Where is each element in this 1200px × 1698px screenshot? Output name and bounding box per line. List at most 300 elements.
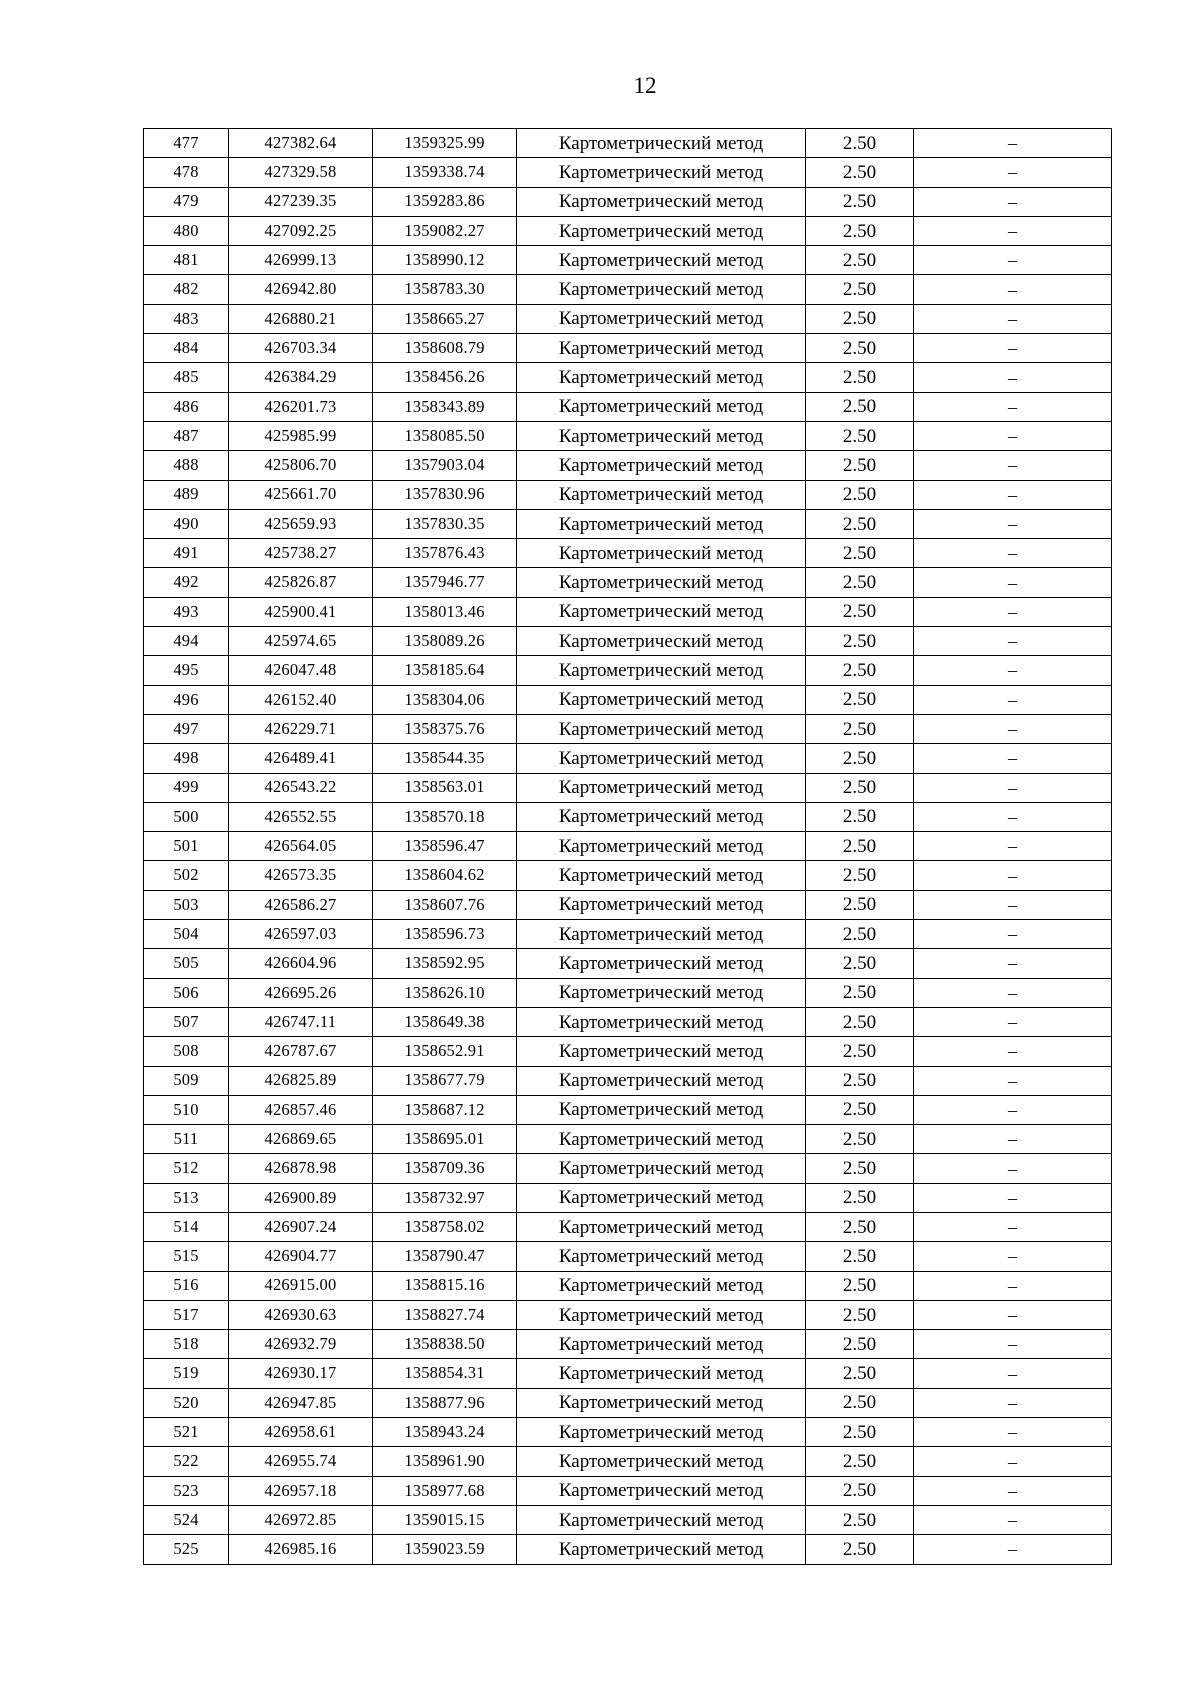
method-cell: Картометрический метод (517, 832, 806, 861)
point-number-cell: 497 (144, 714, 229, 743)
method-cell: Картометрический метод (517, 363, 806, 392)
note-cell: – (914, 1330, 1112, 1359)
point-number-cell: 508 (144, 1037, 229, 1066)
point-number-cell: 523 (144, 1476, 229, 1505)
point-number-cell: 500 (144, 802, 229, 831)
point-number-cell: 505 (144, 949, 229, 978)
accuracy-cell: 2.50 (806, 890, 914, 919)
accuracy-cell: 2.50 (806, 1066, 914, 1095)
method-cell: Картометрический метод (517, 539, 806, 568)
x-coordinate-cell: 426604.96 (229, 949, 373, 978)
note-cell: – (914, 1037, 1112, 1066)
x-coordinate-cell: 426747.11 (229, 1007, 373, 1036)
table-row (144, 451, 1112, 480)
coordinates-table (143, 128, 1112, 1565)
method-cell: Картометрический метод (517, 1535, 806, 1564)
point-number-cell: 521 (144, 1418, 229, 1447)
point-number-cell: 516 (144, 1271, 229, 1300)
table-row (144, 363, 1112, 392)
table-row (144, 1007, 1112, 1036)
x-coordinate-cell: 426573.35 (229, 861, 373, 890)
method-cell: Картометрический метод (517, 1154, 806, 1183)
y-coordinate-cell: 1358732.97 (373, 1183, 517, 1212)
accuracy-cell: 2.50 (806, 685, 914, 714)
point-number-cell: 483 (144, 304, 229, 333)
y-coordinate-cell: 1359015.15 (373, 1505, 517, 1534)
table-row (144, 129, 1112, 158)
note-cell: – (914, 568, 1112, 597)
table-row (144, 949, 1112, 978)
table-row (144, 1125, 1112, 1154)
x-coordinate-cell: 426703.34 (229, 334, 373, 363)
accuracy-cell: 2.50 (806, 1330, 914, 1359)
note-cell: – (914, 1154, 1112, 1183)
note-cell: – (914, 1476, 1112, 1505)
point-number-cell: 478 (144, 158, 229, 187)
y-coordinate-cell: 1358304.06 (373, 685, 517, 714)
point-number-cell: 502 (144, 861, 229, 890)
point-number-cell: 517 (144, 1300, 229, 1329)
table-row (144, 861, 1112, 890)
accuracy-cell: 2.50 (806, 1271, 914, 1300)
method-cell: Картометрический метод (517, 304, 806, 333)
x-coordinate-cell: 426869.65 (229, 1125, 373, 1154)
method-cell: Картометрический метод (517, 480, 806, 509)
table-row (144, 1183, 1112, 1212)
method-cell: Картометрический метод (517, 568, 806, 597)
y-coordinate-cell: 1357903.04 (373, 451, 517, 480)
y-coordinate-cell: 1359283.86 (373, 187, 517, 216)
point-number-cell: 503 (144, 890, 229, 919)
method-cell: Картометрический метод (517, 1183, 806, 1212)
method-cell: Картометрический метод (517, 275, 806, 304)
accuracy-cell: 2.50 (806, 1300, 914, 1329)
y-coordinate-cell: 1358943.24 (373, 1418, 517, 1447)
x-coordinate-cell: 426930.63 (229, 1300, 373, 1329)
accuracy-cell: 2.50 (806, 802, 914, 831)
accuracy-cell: 2.50 (806, 1359, 914, 1388)
note-cell: – (914, 246, 1112, 275)
note-cell: – (914, 1212, 1112, 1241)
accuracy-cell: 2.50 (806, 714, 914, 743)
method-cell: Картометрический метод (517, 744, 806, 773)
point-number-cell: 486 (144, 392, 229, 421)
point-number-cell: 512 (144, 1154, 229, 1183)
x-coordinate-cell: 426999.13 (229, 246, 373, 275)
table-row (144, 1388, 1112, 1417)
note-cell: – (914, 1007, 1112, 1036)
method-cell: Картометрический метод (517, 216, 806, 245)
note-cell: – (914, 1535, 1112, 1564)
table-row (144, 627, 1112, 656)
method-cell: Картометрический метод (517, 1007, 806, 1036)
method-cell: Картометрический метод (517, 1447, 806, 1476)
x-coordinate-cell: 425985.99 (229, 421, 373, 450)
method-cell: Картометрический метод (517, 1418, 806, 1447)
x-coordinate-cell: 426047.48 (229, 656, 373, 685)
x-coordinate-cell: 426955.74 (229, 1447, 373, 1476)
method-cell: Картометрический метод (517, 1300, 806, 1329)
method-cell: Картометрический метод (517, 802, 806, 831)
table-row (144, 802, 1112, 831)
accuracy-cell: 2.50 (806, 363, 914, 392)
accuracy-cell: 2.50 (806, 773, 914, 802)
method-cell: Картометрический метод (517, 597, 806, 626)
y-coordinate-cell: 1358838.50 (373, 1330, 517, 1359)
accuracy-cell: 2.50 (806, 1447, 914, 1476)
method-cell: Картометрический метод (517, 451, 806, 480)
table-row (144, 1095, 1112, 1124)
note-cell: – (914, 1388, 1112, 1417)
note-cell: – (914, 802, 1112, 831)
x-coordinate-cell: 426878.98 (229, 1154, 373, 1183)
x-coordinate-cell: 426787.67 (229, 1037, 373, 1066)
accuracy-cell: 2.50 (806, 480, 914, 509)
y-coordinate-cell: 1358608.79 (373, 334, 517, 363)
accuracy-cell: 2.50 (806, 158, 914, 187)
point-number-cell: 522 (144, 1447, 229, 1476)
y-coordinate-cell: 1359338.74 (373, 158, 517, 187)
accuracy-cell: 2.50 (806, 1183, 914, 1212)
accuracy-cell: 2.50 (806, 656, 914, 685)
point-number-cell: 520 (144, 1388, 229, 1417)
accuracy-cell: 2.50 (806, 509, 914, 538)
point-number-cell: 484 (144, 334, 229, 363)
x-coordinate-cell: 426958.61 (229, 1418, 373, 1447)
note-cell: – (914, 421, 1112, 450)
x-coordinate-cell: 426880.21 (229, 304, 373, 333)
method-cell: Картометрический метод (517, 714, 806, 743)
point-number-cell: 479 (144, 187, 229, 216)
method-cell: Картометрический метод (517, 246, 806, 275)
accuracy-cell: 2.50 (806, 949, 914, 978)
x-coordinate-cell: 426907.24 (229, 1212, 373, 1241)
method-cell: Картометрический метод (517, 1212, 806, 1241)
y-coordinate-cell: 1358815.16 (373, 1271, 517, 1300)
y-coordinate-cell: 1358085.50 (373, 421, 517, 450)
note-cell: – (914, 158, 1112, 187)
y-coordinate-cell: 1358677.79 (373, 1066, 517, 1095)
table-row (144, 392, 1112, 421)
table-row (144, 1359, 1112, 1388)
table-row (144, 1066, 1112, 1095)
method-cell: Картометрический метод (517, 1095, 806, 1124)
x-coordinate-cell: 426552.55 (229, 802, 373, 831)
y-coordinate-cell: 1358687.12 (373, 1095, 517, 1124)
note-cell: – (914, 832, 1112, 861)
method-cell: Картометрический метод (517, 1037, 806, 1066)
note-cell: – (914, 1125, 1112, 1154)
y-coordinate-cell: 1358827.74 (373, 1300, 517, 1329)
point-number-cell: 492 (144, 568, 229, 597)
note-cell: – (914, 363, 1112, 392)
y-coordinate-cell: 1358456.26 (373, 363, 517, 392)
method-cell: Картометрический метод (517, 1476, 806, 1505)
y-coordinate-cell: 1357946.77 (373, 568, 517, 597)
note-cell: – (914, 714, 1112, 743)
method-cell: Картометрический метод (517, 1359, 806, 1388)
x-coordinate-cell: 426201.73 (229, 392, 373, 421)
x-coordinate-cell: 426900.89 (229, 1183, 373, 1212)
table-row (144, 597, 1112, 626)
table-row (144, 920, 1112, 949)
accuracy-cell: 2.50 (806, 1505, 914, 1534)
x-coordinate-cell: 427382.64 (229, 129, 373, 158)
method-cell: Картометрический метод (517, 861, 806, 890)
accuracy-cell: 2.50 (806, 246, 914, 275)
note-cell: – (914, 1447, 1112, 1476)
method-cell: Картометрический метод (517, 1330, 806, 1359)
method-cell: Картометрический метод (517, 129, 806, 158)
table-row (144, 246, 1112, 275)
table-row (144, 773, 1112, 802)
x-coordinate-cell: 426695.26 (229, 978, 373, 1007)
note-cell: – (914, 509, 1112, 538)
point-number-cell: 515 (144, 1242, 229, 1271)
table-row (144, 1300, 1112, 1329)
x-coordinate-cell: 426942.80 (229, 275, 373, 304)
x-coordinate-cell: 426229.71 (229, 714, 373, 743)
y-coordinate-cell: 1358961.90 (373, 1447, 517, 1476)
x-coordinate-cell: 425659.93 (229, 509, 373, 538)
point-number-cell: 485 (144, 363, 229, 392)
x-coordinate-cell: 425826.87 (229, 568, 373, 597)
table-row (144, 187, 1112, 216)
x-coordinate-cell: 425900.41 (229, 597, 373, 626)
accuracy-cell: 2.50 (806, 597, 914, 626)
table-row (144, 568, 1112, 597)
table-row (144, 1154, 1112, 1183)
method-cell: Картометрический метод (517, 1505, 806, 1534)
point-number-cell: 494 (144, 627, 229, 656)
table-row (144, 890, 1112, 919)
table-row (144, 304, 1112, 333)
point-number-cell: 501 (144, 832, 229, 861)
method-cell: Картометрический метод (517, 1388, 806, 1417)
accuracy-cell: 2.50 (806, 832, 914, 861)
note-cell: – (914, 685, 1112, 714)
point-number-cell: 509 (144, 1066, 229, 1095)
point-number-cell: 510 (144, 1095, 229, 1124)
y-coordinate-cell: 1358790.47 (373, 1242, 517, 1271)
point-number-cell: 518 (144, 1330, 229, 1359)
point-number-cell: 504 (144, 920, 229, 949)
table-row (144, 421, 1112, 450)
x-coordinate-cell: 427092.25 (229, 216, 373, 245)
point-number-cell: 506 (144, 978, 229, 1007)
x-coordinate-cell: 427329.58 (229, 158, 373, 187)
note-cell: – (914, 773, 1112, 802)
note-cell: – (914, 1183, 1112, 1212)
y-coordinate-cell: 1358626.10 (373, 978, 517, 1007)
y-coordinate-cell: 1358563.01 (373, 773, 517, 802)
method-cell: Картометрический метод (517, 421, 806, 450)
y-coordinate-cell: 1358877.96 (373, 1388, 517, 1417)
accuracy-cell: 2.50 (806, 421, 914, 450)
table-row (144, 1271, 1112, 1300)
x-coordinate-cell: 426597.03 (229, 920, 373, 949)
table-row (144, 1330, 1112, 1359)
note-cell: – (914, 1066, 1112, 1095)
y-coordinate-cell: 1357830.35 (373, 509, 517, 538)
point-number-cell: 489 (144, 480, 229, 509)
table-row (144, 509, 1112, 538)
table-row (144, 1418, 1112, 1447)
point-number-cell: 482 (144, 275, 229, 304)
table-row (144, 1447, 1112, 1476)
table-row (144, 1505, 1112, 1534)
note-cell: – (914, 216, 1112, 245)
note-cell: – (914, 1418, 1112, 1447)
accuracy-cell: 2.50 (806, 187, 914, 216)
table-row (144, 480, 1112, 509)
x-coordinate-cell: 426930.17 (229, 1359, 373, 1388)
point-number-cell: 498 (144, 744, 229, 773)
method-cell: Картометрический метод (517, 656, 806, 685)
method-cell: Картометрический метод (517, 920, 806, 949)
accuracy-cell: 2.50 (806, 1007, 914, 1036)
note-cell: – (914, 1095, 1112, 1124)
note-cell: – (914, 1505, 1112, 1534)
x-coordinate-cell: 426857.46 (229, 1095, 373, 1124)
point-number-cell: 513 (144, 1183, 229, 1212)
method-cell: Картометрический метод (517, 187, 806, 216)
table-row (144, 714, 1112, 743)
accuracy-cell: 2.50 (806, 568, 914, 597)
accuracy-cell: 2.50 (806, 1037, 914, 1066)
note-cell: – (914, 597, 1112, 626)
note-cell: – (914, 539, 1112, 568)
accuracy-cell: 2.50 (806, 1154, 914, 1183)
y-coordinate-cell: 1358652.91 (373, 1037, 517, 1066)
table-row (144, 275, 1112, 304)
accuracy-cell: 2.50 (806, 1125, 914, 1154)
accuracy-cell: 2.50 (806, 451, 914, 480)
accuracy-cell: 2.50 (806, 744, 914, 773)
note-cell: – (914, 627, 1112, 656)
y-coordinate-cell: 1358854.31 (373, 1359, 517, 1388)
y-coordinate-cell: 1359082.27 (373, 216, 517, 245)
method-cell: Картометрический метод (517, 949, 806, 978)
accuracy-cell: 2.50 (806, 1095, 914, 1124)
x-coordinate-cell: 425806.70 (229, 451, 373, 480)
note-cell: – (914, 392, 1112, 421)
accuracy-cell: 2.50 (806, 1418, 914, 1447)
x-coordinate-cell: 426586.27 (229, 890, 373, 919)
note-cell: – (914, 1359, 1112, 1388)
y-coordinate-cell: 1358185.64 (373, 656, 517, 685)
table-row (144, 1212, 1112, 1241)
accuracy-cell: 2.50 (806, 334, 914, 363)
point-number-cell: 524 (144, 1505, 229, 1534)
accuracy-cell: 2.50 (806, 978, 914, 1007)
table-row (144, 832, 1112, 861)
note-cell: – (914, 451, 1112, 480)
note-cell: – (914, 480, 1112, 509)
accuracy-cell: 2.50 (806, 861, 914, 890)
y-coordinate-cell: 1358604.62 (373, 861, 517, 890)
x-coordinate-cell: 427239.35 (229, 187, 373, 216)
note-cell: – (914, 978, 1112, 1007)
point-number-cell: 487 (144, 421, 229, 450)
method-cell: Картометрический метод (517, 158, 806, 187)
y-coordinate-cell: 1359325.99 (373, 129, 517, 158)
accuracy-cell: 2.50 (806, 304, 914, 333)
y-coordinate-cell: 1358089.26 (373, 627, 517, 656)
point-number-cell: 493 (144, 597, 229, 626)
accuracy-cell: 2.50 (806, 1388, 914, 1417)
point-number-cell: 481 (144, 246, 229, 275)
note-cell: – (914, 129, 1112, 158)
x-coordinate-cell: 426972.85 (229, 1505, 373, 1534)
table-row (144, 1037, 1112, 1066)
y-coordinate-cell: 1358990.12 (373, 246, 517, 275)
y-coordinate-cell: 1358592.95 (373, 949, 517, 978)
accuracy-cell: 2.50 (806, 392, 914, 421)
method-cell: Картометрический метод (517, 509, 806, 538)
x-coordinate-cell: 426904.77 (229, 1242, 373, 1271)
method-cell: Картометрический метод (517, 1066, 806, 1095)
x-coordinate-cell: 426957.18 (229, 1476, 373, 1505)
y-coordinate-cell: 1358375.76 (373, 714, 517, 743)
y-coordinate-cell: 1358665.27 (373, 304, 517, 333)
note-cell: – (914, 949, 1112, 978)
table-row (144, 158, 1112, 187)
note-cell: – (914, 1271, 1112, 1300)
x-coordinate-cell: 426489.41 (229, 744, 373, 773)
note-cell: – (914, 920, 1112, 949)
table-row (144, 685, 1112, 714)
x-coordinate-cell: 426825.89 (229, 1066, 373, 1095)
y-coordinate-cell: 1358758.02 (373, 1212, 517, 1241)
point-number-cell: 477 (144, 129, 229, 158)
accuracy-cell: 2.50 (806, 920, 914, 949)
method-cell: Картометрический метод (517, 627, 806, 656)
method-cell: Картометрический метод (517, 685, 806, 714)
point-number-cell: 499 (144, 773, 229, 802)
accuracy-cell: 2.50 (806, 129, 914, 158)
y-coordinate-cell: 1358570.18 (373, 802, 517, 831)
method-cell: Картометрический метод (517, 334, 806, 363)
x-coordinate-cell: 426947.85 (229, 1388, 373, 1417)
x-coordinate-cell: 426564.05 (229, 832, 373, 861)
x-coordinate-cell: 425738.27 (229, 539, 373, 568)
accuracy-cell: 2.50 (806, 216, 914, 245)
x-coordinate-cell: 426915.00 (229, 1271, 373, 1300)
x-coordinate-cell: 425661.70 (229, 480, 373, 509)
method-cell: Картометрический метод (517, 1125, 806, 1154)
table-row (144, 1476, 1112, 1505)
y-coordinate-cell: 1358607.76 (373, 890, 517, 919)
table-row (144, 656, 1112, 685)
note-cell: – (914, 304, 1112, 333)
y-coordinate-cell: 1358783.30 (373, 275, 517, 304)
y-coordinate-cell: 1358977.68 (373, 1476, 517, 1505)
method-cell: Картометрический метод (517, 978, 806, 1007)
note-cell: – (914, 861, 1112, 890)
y-coordinate-cell: 1358709.36 (373, 1154, 517, 1183)
note-cell: – (914, 1242, 1112, 1271)
y-coordinate-cell: 1358544.35 (373, 744, 517, 773)
y-coordinate-cell: 1358343.89 (373, 392, 517, 421)
accuracy-cell: 2.50 (806, 1535, 914, 1564)
method-cell: Картометрический метод (517, 392, 806, 421)
y-coordinate-cell: 1358695.01 (373, 1125, 517, 1154)
point-number-cell: 496 (144, 685, 229, 714)
page-number: 12 (633, 73, 657, 98)
table-row (144, 334, 1112, 363)
table-row (144, 539, 1112, 568)
